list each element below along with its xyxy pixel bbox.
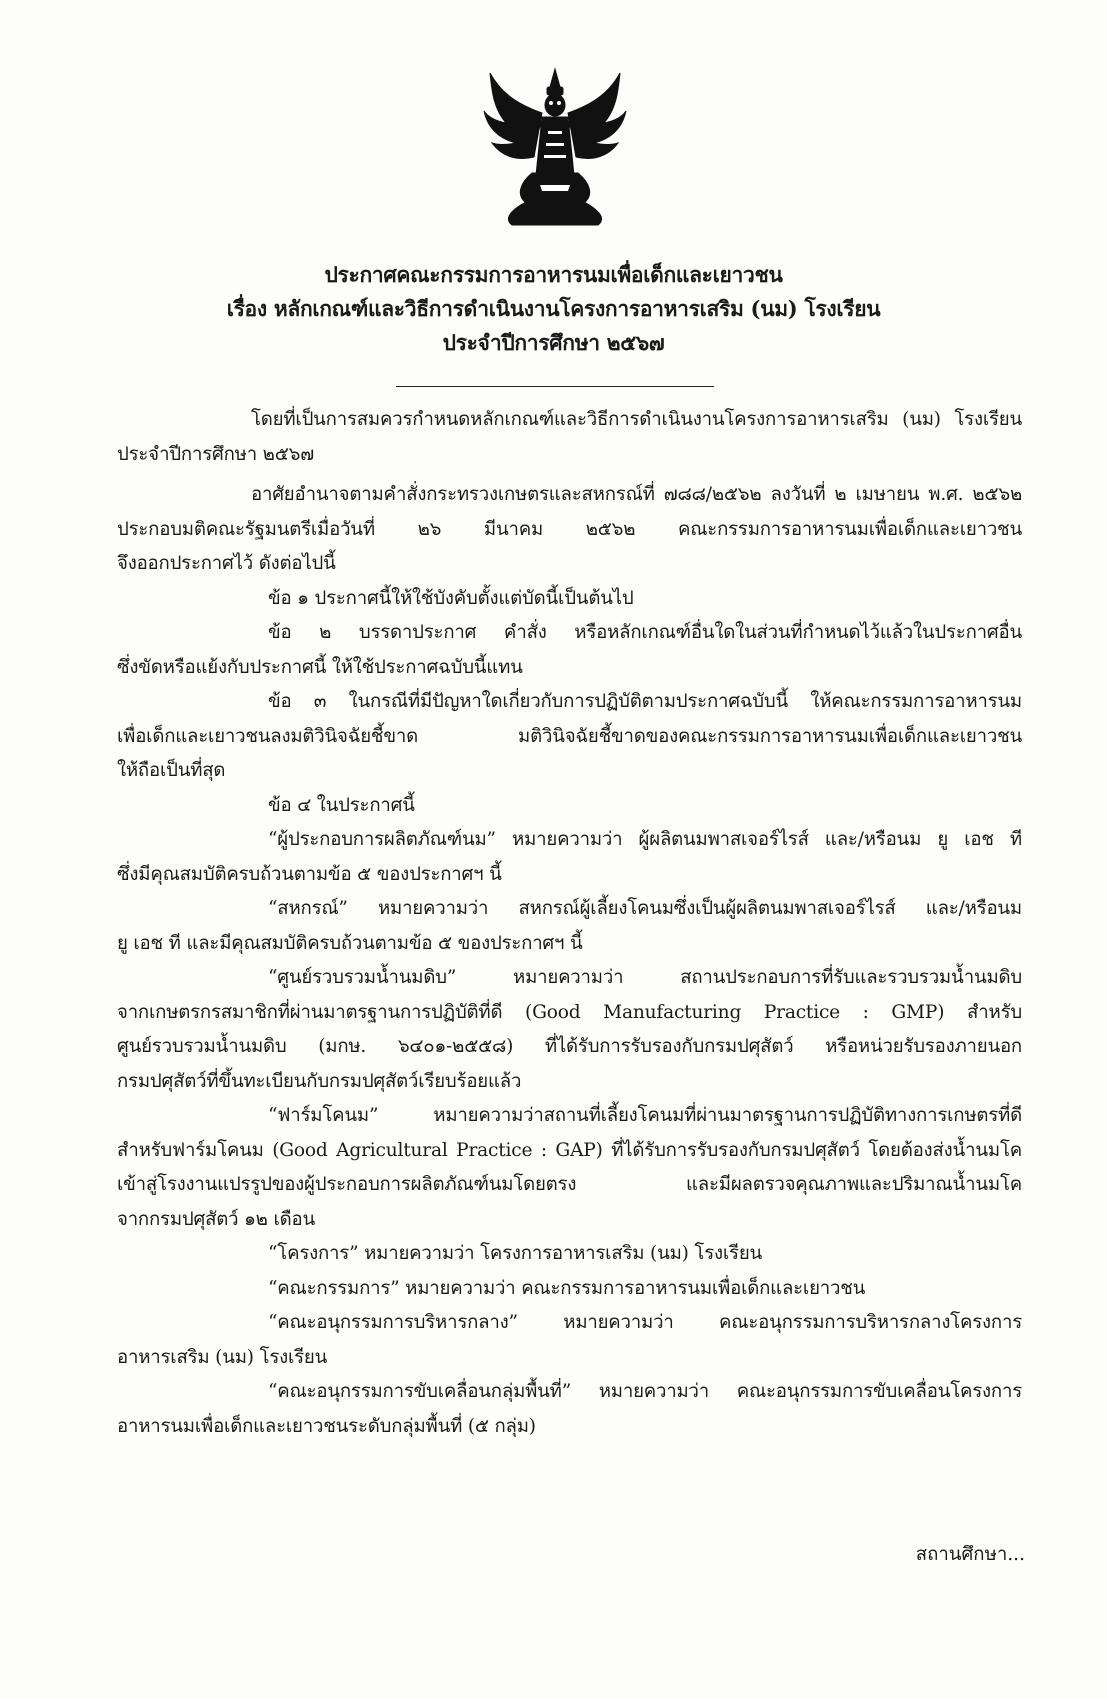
garuda-emblem-icon [480,65,630,230]
clause-line: ข้อ ๔ ในประกาศนี้ [268,794,415,816]
definition-line: จากกรมปศุสัตว์ ๑๒ เดือน [117,1208,315,1230]
paragraph-line: โดยที่เป็นการสมควรกำหนดหลักเกณฑ์และวิธีการดำเนินงานโครงการอาหารเสริม (นม) โรงเรียน [251,409,1022,430]
paragraph-line: อาศัยอำนาจตามคำสั่งกระทรวงเกษตรและสหกรณ์ที่ ๗๘๘/๒๕๖๒ ลงวันที่ ๒ เมษายน พ.ศ. ๒๕๖๒ [251,484,1022,505]
definition-line: “คณะอนุกรรมการบริหารกลาง” หมายความว่า คณะอนุกรรมการบริหารกลางโครงการ [268,1312,1022,1333]
paragraph-line: จึงออกประกาศไว้ ดังต่อไปนี้ [117,553,336,574]
definition-line: “โครงการ” หมายความว่า โครงการอาหารเสริม (นม) โรงเรียน [268,1243,763,1264]
definition-line: “คณะกรรมการ” หมายความว่า คณะกรรมการอาหารนมเพื่อเด็กและเยาวชน [268,1277,866,1299]
definition-line: จากเกษตรกรสมาชิกที่ผ่านมาตรฐานการปฏิบัติที่ดี (Good Manufacturing Practice : GMP) สำหรับ [117,1001,1022,1023]
definition-line: สำหรับฟาร์มโคนม (Good Agricultural Practice : GAP) ที่ได้รับการรับรองกับกรมปศุสัตว์ โดยต้องส่งน้ำนมโค [117,1139,1022,1161]
definition-line: กรมปศุสัตว์ที่ขึ้นทะเบียนกับกรมปศุสัตว์เรียบร้อยแล้ว [117,1070,522,1092]
definition-line: อาหารเสริม (นม) โรงเรียน [117,1346,328,1368]
clause-line: ซึ่งขัดหรือแย้งกับประกาศนี้ ให้ใช้ประกาศฉบับนี้แทน [117,656,523,678]
title-line-2: เรื่อง หลักเกณฑ์และวิธีการดำเนินงานโครงการอาหารเสริม (นม) โรงเรียน [226,296,881,321]
clause-line: ข้อ ๓ ในกรณีที่มีปัญหาใดเกี่ยวกับการปฏิบัติตามประกาศฉบับนี้ ให้คณะกรรมการอาหารนม [268,691,1022,712]
title-line-1: ประกาศคณะกรรมการอาหารนมเพื่อเด็กและเยาวชน [324,262,783,287]
definition-line: เข้าสู่โรงงานแปรรูปของผู้ประกอบการผลิตภัณฑ์นมโดยตรง และมีผลตรวจคุณภาพและปริมาณน้ำนมโค [117,1174,1022,1195]
definition-line: “สหกรณ์” หมายความว่า สหกรณ์ผู้เลี้ยงโคนมซึ่งเป็นผู้ผลิตนมพาสเจอร์ไรส์ และ/หรือนม [268,898,1022,919]
clause-line: ให้ถือเป็นที่สุด [117,760,226,781]
definition-line: “ฟาร์มโคนม” หมายความว่าสถานที่เลี้ยงโคนมที่ผ่านมาตรฐานการปฏิบัติทางการเกษตรที่ดี [268,1105,1022,1126]
clause-line: ข้อ ๒ บรรดาประกาศ คำสั่ง หรือหลักเกณฑ์อื่นใดในส่วนที่กำหนดไว้แล้วในประกาศอื่น [268,622,1022,643]
title-line-3: ประจำปีการศึกษา ๒๕๖๗ [442,330,665,355]
definition-line: อาหารนมเพื่อเด็กและเยาวชนระดับกลุ่มพื้นที่ (๕ กลุ่ม) [117,1415,536,1437]
continuation-text: สถานศึกษา... [915,1544,1025,1565]
paragraph-line: ประจำปีการศึกษา ๒๕๖๗ [117,443,314,465]
title-block [0,258,1107,360]
definition-line: ยู เอช ที และมีคุณสมบัติครบถ้วนตามข้อ ๕ ของประกาศฯ นี้ [117,932,583,954]
document-body [117,403,1022,1444]
clause-line: ข้อ ๑ ประกาศนี้ให้ใช้บังคับตั้งแต่บัดนี้เป็นต้นไป [268,587,634,609]
definition-line: “ผู้ประกอบการผลิตภัณฑ์นม” หมายความว่า ผู้ผลิตนมพาสเจอร์ไรส์ และ/หรือนม ยู เอช ที [268,829,1022,850]
paragraph-line: ประกอบมติคณะรัฐมนตรีเมื่อวันที่ ๒๖ มีนาคม ๒๕๖๒ คณะกรรมการอาหารนมเพื่อเด็กและเยาวชน [117,518,1022,540]
definition-line: ศูนย์รวบรวมน้ำนมดิบ (มกษ. ๖๔๐๑-๒๕๕๘) ที่ได้รับการรับรองกับกรมปศุสัตว์ หรือหน่วยรับรองภายนอก [117,1036,1022,1057]
definition-line: “คณะอนุกรรมการขับเคลื่อนกลุ่มพื้นที่” หมายความว่า คณะอนุกรรมการขับเคลื่อนโครงการ [268,1381,1022,1402]
definition-line: “ศูนย์รวบรวมน้ำนมดิบ” หมายความว่า สถานประกอบการที่รับและรวบรวมน้ำนมดิบ [268,967,1022,988]
clause-line: เพื่อเด็กและเยาวชนลงมติวินิจฉัยชี้ขาด มติวินิจฉัยชี้ขาดของคณะกรรมการอาหารนมเพื่อเด็กและเยาวชน [117,725,1022,747]
title-divider [396,386,714,387]
definition-line: ซึ่งมีคุณสมบัติครบถ้วนตามข้อ ๕ ของประกาศฯ นี้ [117,863,502,885]
